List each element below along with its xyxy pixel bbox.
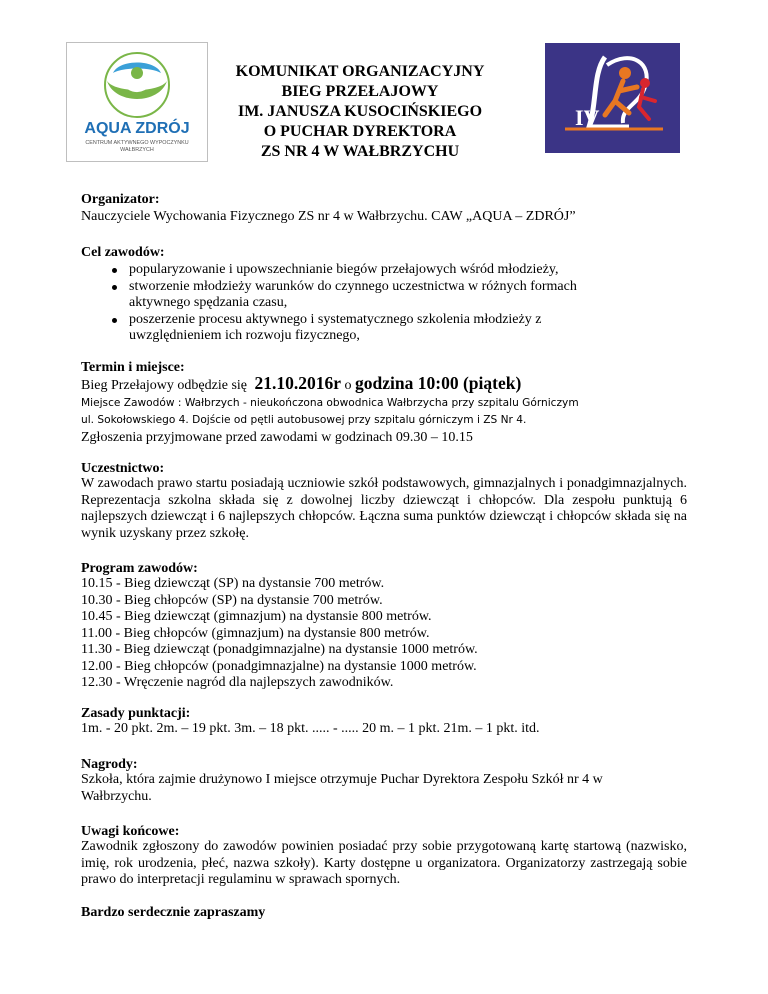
list-item: popularyzowanie i upowszechnianie biegów przełajowych wśród młodzieży,	[81, 262, 601, 279]
title-line-5: ZS NR 4 W WAŁBRZYCHU	[260, 143, 460, 160]
runner-emblem	[545, 43, 680, 153]
title-line-1: KOMUNIKAT ORGANIZACYJNY	[235, 63, 485, 80]
schedule-prefix: Bieg Przełajowy odbędzie się	[81, 378, 248, 393]
program-heading: Program zawodów:	[81, 561, 198, 576]
closing-text: Bardzo serdecznie zapraszamy	[81, 905, 266, 920]
goals-heading: Cel zawodów:	[81, 245, 165, 260]
schedule-heading: Termin i miejsce:	[81, 360, 185, 375]
goals-list	[81, 262, 601, 345]
event-logo	[545, 43, 680, 153]
list-item: 11.30 - Bieg dziewcząt (ponadgimnazjalne) na dystansie 1000 metrów.	[81, 642, 478, 657]
remarks-text: Zawodnik zgłoszony do zawodów powinien posiadać przy sobie przygotowaną kartę startową (nazwisko, imię, rok urodzenia, płeć, nazwa szkoły). Karty dostępne u organizatora. Organizatorzy zastrzegają sobie prawo do interpretacji regulaminu w sprawach spornych.	[81, 839, 687, 887]
participation-heading: Uczestnictwo:	[81, 461, 165, 476]
awards-text: Szkoła, która zajmie drużynowo I miejsce otrzymuje Puchar Dyrektora Zespołu Szkół nr 4 w Wałbrzychu.	[81, 772, 603, 804]
organizer-heading: Organizator:	[81, 192, 160, 207]
list-item: 12.00 - Bieg chłopców (ponadgimnazjalne) na dystansie 1000 metrów.	[81, 658, 477, 674]
logo-brand-text: AQUA ZDRÓJ	[84, 120, 190, 137]
list-item: 10.15 - Bieg dziewcząt (SP) na dystansie 700 metrów.	[81, 576, 385, 591]
remarks-heading: Uwagi końcowe:	[81, 824, 180, 839]
title-line-4: O PUCHAR DYREKTORA	[263, 123, 457, 140]
awards-heading: Nagrody:	[81, 757, 138, 772]
title-line-3: IM. JANUSZA KUSOCIŃSKIEGO	[237, 103, 483, 120]
participation-text: W zawodach prawo startu posiadają uczniowie szkół podstawowych, gimnazjalnych i ponadgimnazjalnych. Reprezentacja szkolna składa się z dowolnej liczby dziewcząt i chłopców. Dla zespołu punktują 6 najlepszych dziewcząt i 6 najlepszych chłopców. Łączna suma punktów dziewcząt i chłopców składa się na wynik uzyskany przez szkołę.	[81, 476, 687, 541]
scoring-heading: Zasady punktacji:	[81, 706, 191, 721]
list-item: 10.45 - Bieg dziewcząt (gimnazjum) na dystansie 800 metrów.	[81, 609, 432, 624]
organizer-text: Nauczyciele Wychowania Fizycznego ZS nr 4 w Wałbrzychu. CAW „AQUA – ZDRÓJ”	[81, 209, 576, 224]
scoring-text: 1m. - 20 pkt. 2m. – 19 pkt. 3m. – 18 pkt. ..... - ..... 20 m. – 1 pkt. 21m. – 1 pkt. itd.	[81, 721, 540, 736]
aqua-zdroj-emblem	[67, 43, 207, 161]
schedule-o: o	[344, 378, 352, 393]
event-date: 21.10.2016r	[254, 373, 342, 393]
program-list	[81, 576, 478, 692]
list-item: poszerzenie procesu aktywnego i systematycznego szkolenia młodzieży z uwzględnieniem ich rozwoju fizycznego,	[81, 312, 601, 345]
logo-subtitle-1: CENTRUM AKTYWNEGO WYPOCZYNKU	[85, 140, 189, 146]
place-line-2: ul. Sokołowskiego 4. Dojście od pętli autobusowej przy szpitalu górniczym i ZS Nr 4.	[81, 414, 527, 426]
list-item: 10.30 - Bieg chłopców (SP) na dystansie 700 metrów.	[81, 592, 383, 608]
place-line-1: Miejsce Zawodów : Wałbrzych - nieukończona obwodnica Wałbrzycha przy szpitalu Górniczym	[81, 397, 579, 409]
title-line-2: BIEG PRZEŁAJOWY	[281, 83, 439, 100]
document-title	[205, 62, 515, 162]
registration-text: Zgłoszenia przyjmowane przed zawodami w godzinach 09.30 – 10.15	[81, 430, 473, 445]
logo-subtitle-2: WAŁBRZYCH	[120, 147, 154, 153]
list-item: stworzenie młodzieży warunków do czynnego uczestnictwa w różnych formach aktywnego spędzania czasu,	[81, 279, 601, 312]
aqua-zdroj-logo	[66, 42, 208, 162]
event-time: godzina 10:00 (piątek)	[355, 373, 522, 393]
list-item: 11.00 - Bieg chłopców (gimnazjum) na dystansie 800 metrów.	[81, 625, 430, 641]
edition-numeral: IV	[575, 105, 600, 130]
schedule-datetime	[81, 375, 521, 395]
list-item: 12.30 - Wręczenie nagród dla najlepszych zawodników.	[81, 675, 394, 690]
